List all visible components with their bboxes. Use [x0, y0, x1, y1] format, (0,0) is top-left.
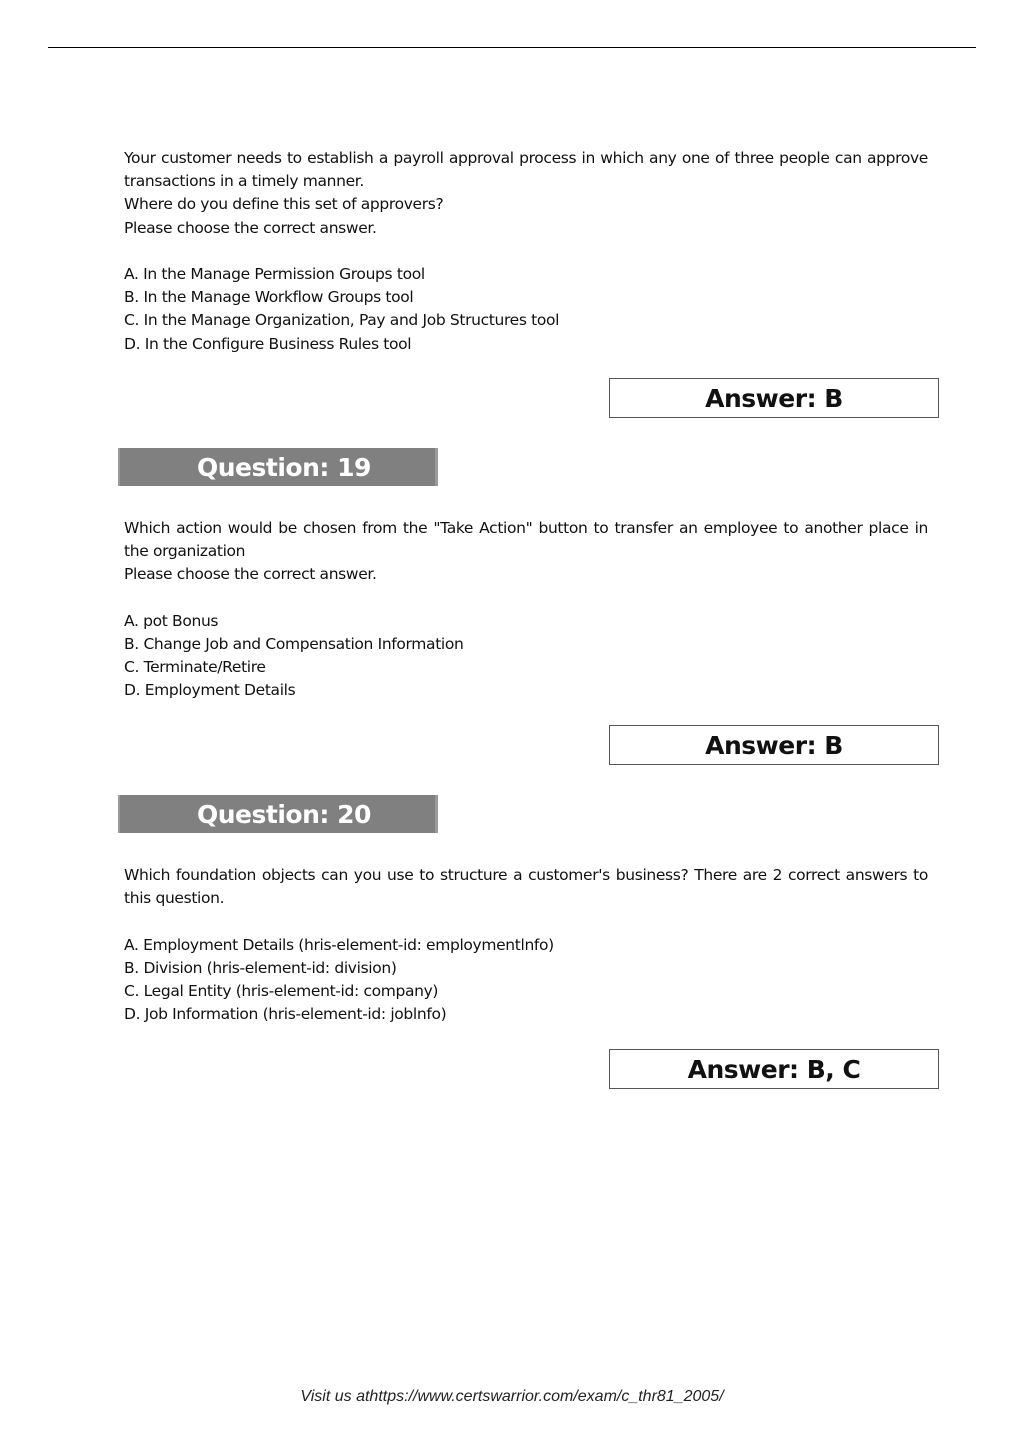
option-a: A. Employment Details (hris-element-id: employmentlnfo)	[124, 935, 554, 954]
question-20-header	[118, 795, 438, 833]
answer-text: Answer: B, C	[687, 1054, 861, 1084]
footer-link[interactable]: Visit us athttps://www.certswarrior.com/exam/c_thr81_2005/	[300, 1388, 724, 1405]
question-text: Your customer needs to establish a payroll approval process in which any one of three people can approve transactions in a timely manner.	[124, 149, 928, 191]
question-title: Question: 19	[197, 452, 371, 482]
question-text: Please choose the correct answer.	[124, 565, 377, 584]
option-b: B. In the Manage Workflow Groups tool	[124, 288, 414, 307]
answer-box-19	[609, 725, 939, 765]
option-a: A. pot Bonus	[124, 611, 219, 630]
question-text: Which foundation objects can you use to structure a customer's business? There are 2 correct answers to this question.	[124, 866, 928, 908]
answer-text: Answer: B	[705, 730, 843, 760]
option-c: C. Legal Entity (hris-element-id: company)	[124, 982, 439, 1000]
option-b: B. Division (hris-element-id: division)	[124, 958, 397, 977]
question-20-body	[124, 864, 928, 1026]
option-c: C. In the Manage Organization, Pay and Job Structures tool	[124, 311, 560, 330]
option-d: D. Employment Details	[124, 681, 296, 700]
option-d: D. Job Information (hris-element-id: joblnfo)	[124, 1005, 447, 1024]
answer-box-20	[609, 1049, 939, 1089]
question-18-body	[124, 147, 928, 356]
option-b: B. Change Job and Compensation Information	[124, 635, 464, 653]
question-19-body	[124, 517, 928, 703]
question-text: Please choose the correct answer.	[124, 218, 377, 237]
option-d: D. In the Configure Business Rules tool	[124, 334, 412, 353]
question-title: Question: 20	[197, 799, 371, 829]
question-text: Where do you define this set of approvers?	[124, 195, 444, 214]
answer-text: Answer: B	[705, 383, 843, 413]
option-a: A. In the Manage Permission Groups tool	[124, 265, 425, 283]
question-text: Which action would be chosen from the "Take Action" button to transfer an employee to another place in the organization	[124, 519, 928, 561]
answer-box-18	[609, 378, 939, 418]
header-rule	[48, 47, 976, 48]
question-19-header	[118, 448, 438, 486]
option-c: C. Terminate/Retire	[124, 658, 266, 677]
